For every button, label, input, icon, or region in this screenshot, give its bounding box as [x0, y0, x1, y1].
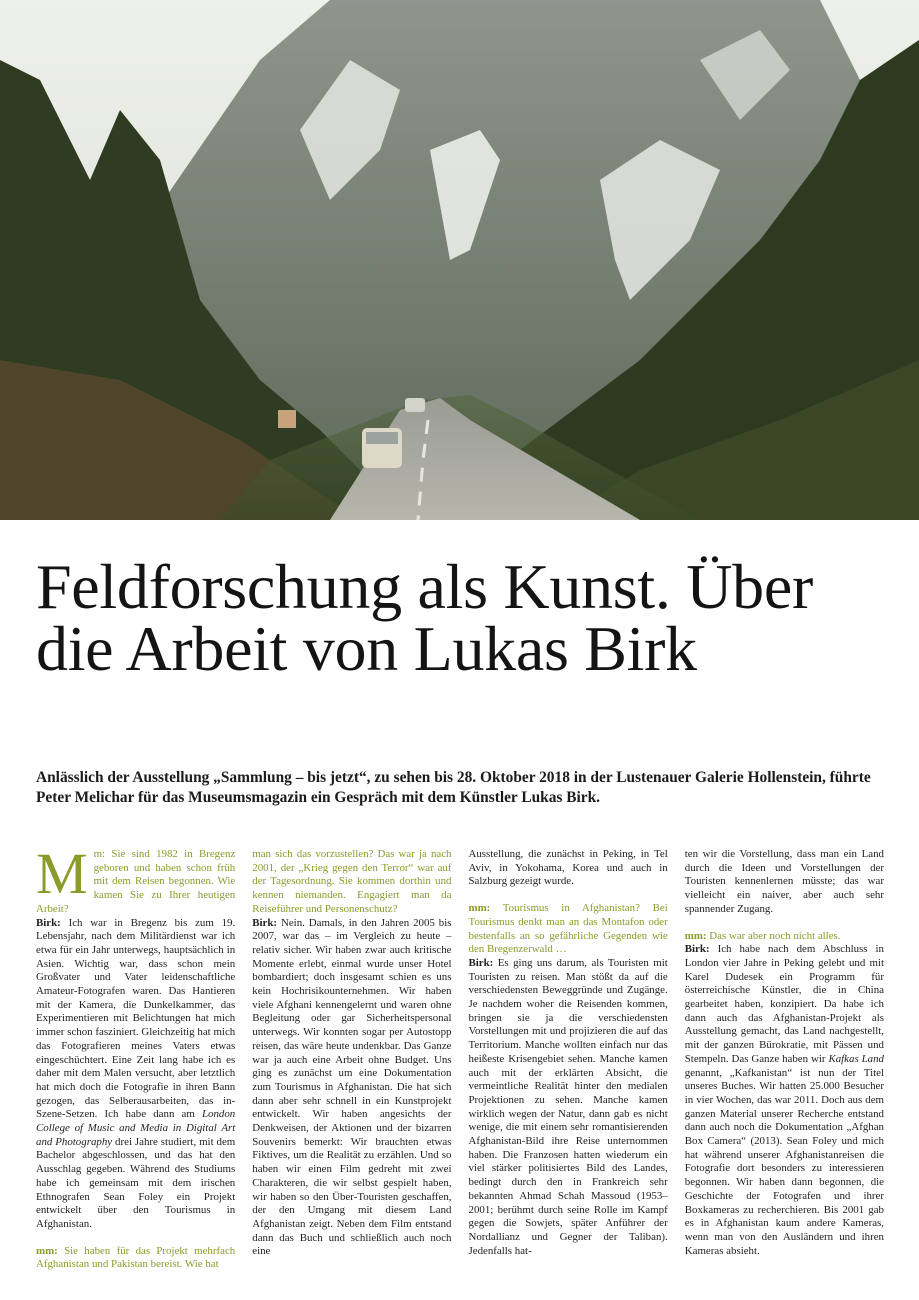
answer-2-cont: Ausstellung, die zunächst in Peking, in Tel Aviv, in Yokohama, Korea und auch in Salzburg gezeigt wurde.	[468, 848, 668, 888]
question-2-continued	[252, 848, 451, 1259]
column-4	[685, 848, 884, 1285]
answer-3-cont: ten wir die Vorstellung, dass man ein Land durch die Ideen und Vorstellungen der Touristen kennenlernen müsste; das war vielleicht ein naiver, aber auch sehr spannender Zugang.	[684, 848, 884, 915]
hero-photo	[0, 0, 919, 520]
answer-3-text: Es ging uns darum, als Touristen mit Touristen zu reisen. Man stößt da auf die verschiedensten Beweggründe und Zugänge. Je nachdem woher die Reisenden kommen, bringen sie ja die verschiedensten Vorstellungen mit und projizieren die auf das Territorium. Manche wollten einfach nur das heißeste Krisengebiet sehen. Manche kamen auch mit der erklärten Absicht, die vermeintliche Realität hinter den medialen Projektionen zu sehen. Manche kamen wirklich wegen der Natur, dann gab es nicht wenige, die mit einem sehr romantisierenden Afghanistan-Bild ihre Reise unternommen haben. Die Franzosen hatten wiederum ein viel stärker politisiertes Bild des Landes, bedingt durch den in Frankreich sehr bekannten Ahmad Schah Massoud (1953–2001; berühmt durch seine Rolle im Kampf gegen die Sowjets, später Anführer der Nordallianz und Gegner der Taliban). Jedenfalls hat-	[468, 956, 668, 1257]
answer-4-label: Birk:	[684, 943, 710, 956]
question-1-lead: m:	[93, 848, 106, 860]
question-3	[469, 902, 668, 1258]
column-2	[252, 848, 451, 1285]
question-1-text: Sie sind 1982 in Bregenz geboren und haben schon früh mit dem Reisen begonnen. Wie kamen Sie zu Ihrer heutigen Arbeit?	[36, 848, 236, 915]
question-3-label: mm:	[468, 902, 491, 915]
answer-1-italic: London College of Music and Media in Digital Art and Photography	[36, 1108, 236, 1148]
answer-2-continued	[469, 848, 668, 889]
answer-1-label: Birk:	[36, 916, 61, 929]
question-4	[685, 930, 884, 1259]
drop-cap: M	[36, 841, 88, 906]
article-body	[36, 841, 885, 1285]
question-4-text: Das war aber noch nicht alles.	[709, 929, 841, 942]
question-1	[36, 841, 236, 1232]
answer-4-italic: Kafkas Land	[828, 1052, 884, 1065]
answer-4-text-b: genannt, „Kafkanistan“ ist nun der Titel unseres Buches. Wir hatten 25.000 Besucher in vier Wochen, das war 2011. Doch aus dem ganzen Material unserer Recherche entstand dann auch noch die Dokumentation „Afghan Box Camera“ (2013). Sean Foley und mich hat während unserer Afghanistanreisen die Fotografie dort besonders zu interessieren begonnen. Wir haben dann begonnen, die Geschichte der Fotografen und ihrer Boxkameras zu recherchieren. Bis 2001 gab es in Afghanistan kaum andere Kameras, wenn man von den Ausländern und ihren Kameras absieht.	[684, 1066, 884, 1257]
answer-1-text-a: Ich war in Bregenz bis zum 19. Lebensjahr, nach dem Militärdienst war ich etwa für ein Jahr unterwegs, hauptsächlich in Asien. Wichtig war, dass schon mein Großvater und Vater leidenschaftliche Amateur-Fotografen waren. Das Hantieren mit der Kamera, die Dunkelkammer, das Experimentieren mit Belichtungen hat mich immer schon fasziniert. Gleichzeitig hat mich das Fotografieren meines Vaters etwas eingeschüchtert. Eine Zeit lang habe ich es daher mit dem Malen versucht, aber letztlich hat mich doch die Fotografie in ihren Bann gezogen, das Selberausarbeiten, das in-Szene-Setzen. Ich habe dann am	[36, 916, 236, 1121]
answer-3-continued	[685, 848, 884, 917]
mountain-road-image	[0, 0, 919, 520]
question-2-label: mm:	[36, 1244, 58, 1257]
question-3-text: Tourismus in Afghanistan? Bei Tourismus denkt man an das Montafon oder bestenfalls an so gefährliche Gegenden wie den Bregenzerwald …	[468, 902, 668, 956]
column-1	[36, 841, 236, 1285]
question-2-text: Sie haben für das Projekt mehrfach Afghanistan und Pakistan bereist. Wie hat	[36, 1244, 236, 1271]
answer-3-label: Birk:	[468, 956, 494, 969]
answer-2-label: Birk:	[252, 916, 278, 929]
question-2-cont: man sich das vorzustellen? Das war ja nach 2001, der „Krieg gegen den Terror“ war auf der Tagesordnung. Sie kommen dorthin und kennen niemanden. Engagiert man da Reiseführer und Personenschutz?	[252, 848, 452, 915]
answer-1-text-b: drei Jahre studiert, mit dem Bachelor abgeschlossen, und das hat den Ausschlag gegeben. Während des Studiums habe ich gemeinsam mit dem irischen Ethnografen Sean Foley ein Projekt entwickelt über den Tourismus in Afghanistan.	[36, 1135, 236, 1230]
article-lead: Anlässlich der Ausstellung „Sammlung – bis jetzt“, zu sehen bis 28. Oktober 2018 in der Lustenauer Galerie Hollenstein, führte Peter Melichar für das Museumsmagazin ein Gespräch mit dem Künstler Lukas Birk.	[36, 769, 871, 806]
article-title: Feldforschung als Kunst. Über die Arbeit von Lukas Birk	[36, 551, 813, 684]
column-3	[469, 848, 668, 1285]
answer-2-text: Nein. Damals, in den Jahren 2005 bis 2007, war das – im Vergleich zu heute – relativ sicher. Wir haben zwar auch kritische Momente erlebt, einmal wurde unser Hotel bombardiert; doch insgesamt schien es uns kein Hochrisikounternehmen. Wir haben viele Afghani kennengelernt und waren ohne Begleitung oder gar Sicherheitspersonal unterwegs. Wir konnten sogar per Autostopp reisen, das wäre heute undenkbar. Das Ganze war ja auch eine Arbeit ohne Budget. Uns ging es zunächst um eine Dokumentation zum Tourismus in Afghanistan. Die hat sich dann aber sehr schnell in ein Kunstprojekt entwickelt. Wir haben angesichts der Denkweisen, der Aktionen und der bizarren Souvenirs bemerkt: Wir brauchten etwas Fiktives, um die Realität zu erzählen. Und so haben wir einen Film gedreht mit zwei Charakteren, die wir selbst gespielt haben, wir haben so den Über-Touristen geschaffen, der den Umgang mit diesem Land Afghanistan zeigt. Neben dem Film entstand dann das Buch und schließlich auch noch eine	[252, 916, 452, 1258]
question-4-label: mm:	[684, 929, 707, 942]
answer-4-text-a: Ich habe nach dem Abschluss in London vier Jahre in Peking gelebt und mit Karel Dudesek ein Programm für österreichische Künstler, die in China gearbeitet haben, konzipiert. Da habe ich dann auch das Afghanistan-Projekt als Ausstellung gemacht, das Land nachgestellt, mit der ganzen Bürokratie, mit Pässen und Stempeln. Das Ganze haben wir	[684, 943, 885, 1065]
question-2	[36, 1245, 235, 1272]
